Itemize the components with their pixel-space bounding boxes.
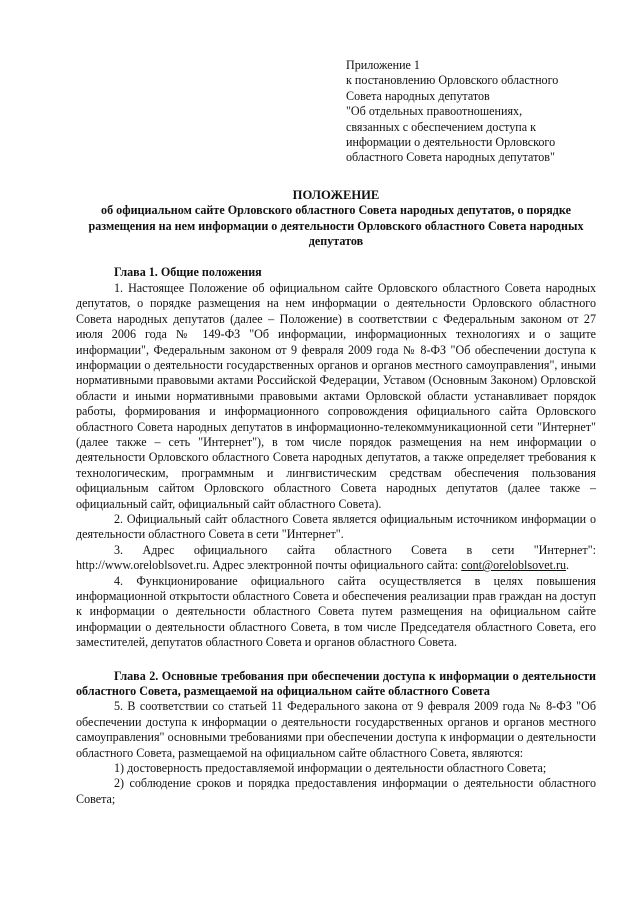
document-title-block: [76, 188, 596, 250]
chapter-1-heading: Глава 1. Общие положения: [114, 265, 262, 280]
document-title: ПОЛОЖЕНИЕ: [292, 187, 380, 202]
paragraph-2: 2. Официальный сайт областного Совета является официальным источником информации о деятельности областного Совета в сети "Интернет".: [76, 511, 596, 542]
appendix-note: [346, 58, 606, 166]
paragraph-3-end: .: [566, 558, 570, 573]
paragraph-4: 4. Функционирование официального сайта осуществляется в целях повышения информационной открытости областного Совета и обеспечения реализации прав граждан на доступ к информации о деятельности областного Совета путем размещения на официальном сайте информации о деятельности областного Совета, в том числе Председателя областного Совета, его заместителей, депутатов областного Совета и органов областного Совета.: [76, 573, 596, 650]
document-subtitle: об официальном сайте Орловского областного Совета народных депутатов, о порядке размещения на нем информации о деятельности Орловского областного Совета народных депутатов: [88, 203, 584, 249]
chapter-2-heading: Глава 2. Основные требования при обеспечении доступа к информации о деятельности областного Совета, размещаемой на официальном сайте областного Совета: [76, 668, 596, 699]
paragraph-5: 5. В соответствии со статьей 11 Федерального закона от 9 февраля 2009 года № 8-ФЗ "Об обеспечении доступа к информации о деятельности государственных органов и органов местного самоуправления" основными требованиями при обеспечении доступа к информации о деятельности областного Совета, размещаемой на официальном сайте областного Совета, являются:: [76, 699, 596, 760]
appendix-line: областного Совета народных депутатов": [346, 150, 555, 165]
appendix-line: "Об отдельных правоотношениях,: [346, 104, 523, 119]
paragraph-3-text: 3. Адрес официального сайта областного Совета в сети "Интернет": http://www.oreloblsovet.ru. Адрес электронной почты официального сайта:: [76, 542, 596, 573]
appendix-line: к постановлению Орловского областного: [346, 73, 559, 88]
appendix-line: Приложение 1: [346, 58, 420, 72]
paragraph-3: [76, 543, 596, 574]
email-link[interactable]: cont@oreloblsovet.ru: [461, 558, 567, 573]
paragraph-1: 1. Настоящее Положение об официальном сайте Орловского областного Совета народных депутатов, о порядке размещения на нем информации о деятельности Орловского областного Совета народных депутатов (далее – Положение) в соответствии с Федеральным законом от 27 июля 2006 года № 149-ФЗ "Об информации, информационных технологиях и о защите информации", Федеральным законом от 9 февраля 2009 года № 8-ФЗ "Об обеспечении доступа к информации о деятельности государственных органов и органов местного самоуправления", иными нормативными правовыми актами Российской Федерации, Уставом (Основным Законом) Орловской области и иными нормативными правовыми актами Орловской области устанавливает порядок работы, формирования и информационного сопровождения официального сайта Орловского областного Совета народных депутатов в информационно-телекоммуникационной сети "Интернет" (далее также – сеть "Интернет"), в том числе порядок размещения на нем информации о деятельности Орловского областного Совета народных депутатов, а также определяет требования к технологическим, программным и лингвистическим средствам обеспечения пользования официальным сайтом Орловского областного Совета народных депутатов (далее также – официальный сайт, официальный сайт областного Совета).: [76, 280, 596, 511]
list-item-2: 2) соблюдение сроков и порядка предоставления информации о деятельности областного Совета;: [76, 776, 596, 806]
appendix-line: информации о деятельности Орловского: [346, 135, 556, 150]
list-item-1: 1) достоверность предоставляемой информации о деятельности областного Совета;: [114, 761, 547, 776]
appendix-line: связанных с обеспечением доступа к: [346, 119, 536, 134]
appendix-line: Совета народных депутатов: [346, 88, 490, 103]
